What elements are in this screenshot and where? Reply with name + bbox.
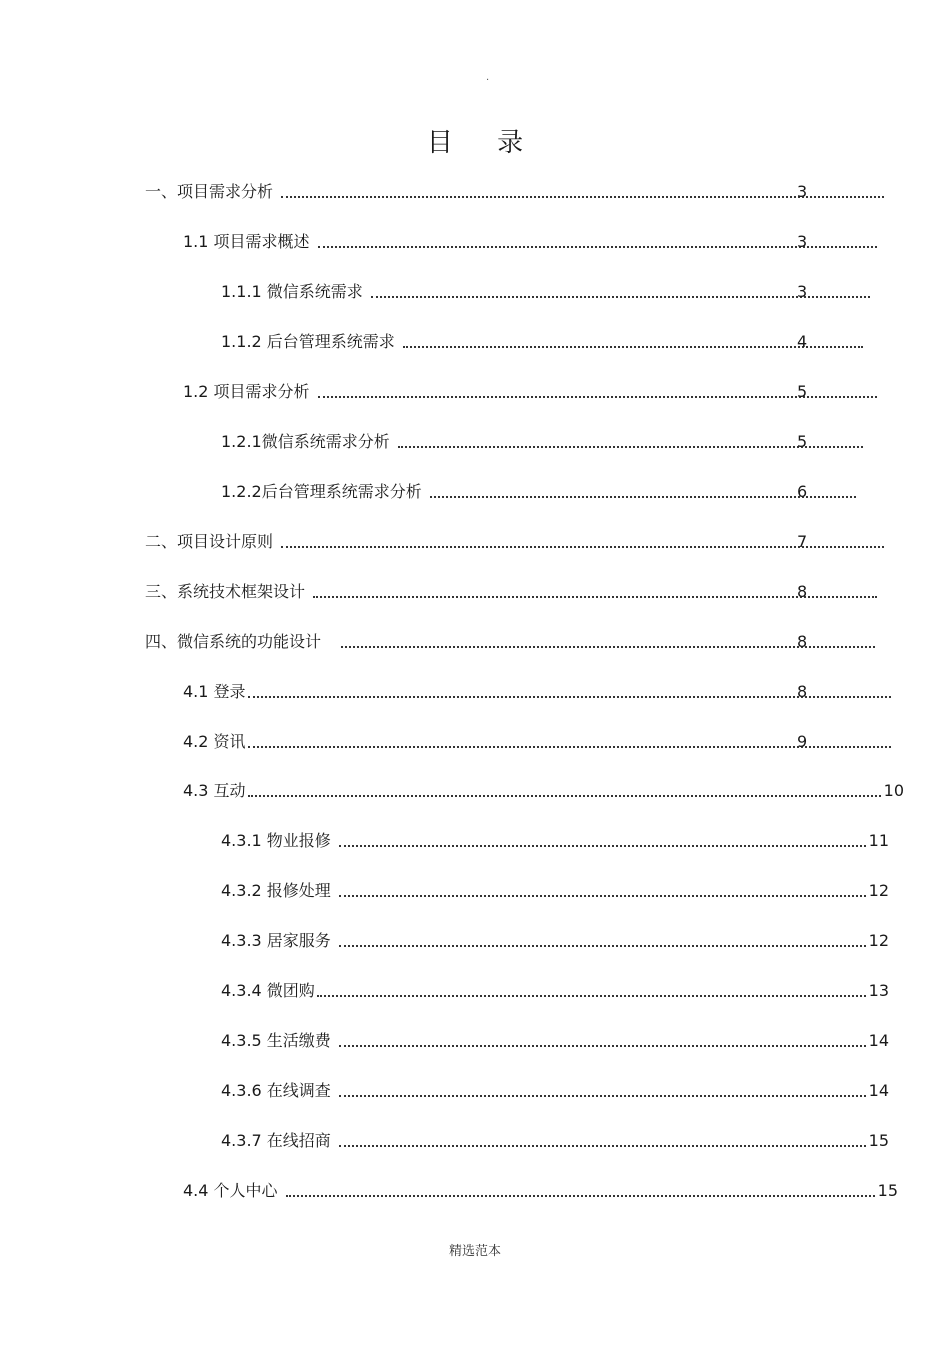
toc-leader [398, 446, 863, 448]
toc-entry-page: 11 [868, 831, 889, 850]
toc-entry[interactable] [183, 730, 894, 754]
toc-entry-label: 1.1 项目需求概述 [183, 232, 310, 251]
toc-entry-page: 15 [877, 1181, 898, 1200]
toc-entry-page: 5 [797, 382, 808, 401]
toc-leader [281, 546, 884, 548]
toc-entry-label: 4.3.3 居家服务 [221, 931, 331, 950]
toc-leader [248, 746, 891, 748]
toc-entry-page: 6 [797, 482, 808, 501]
toc-entry-label: 4.3.6 在线调查 [221, 1081, 331, 1100]
toc-entry-label: 1.2.2后台管理系统需求分析 [221, 482, 422, 501]
toc-entry-label: 1.2.1微信系统需求分析 [221, 432, 390, 451]
toc-leader [341, 646, 875, 648]
toc-entry-page: 8 [797, 682, 808, 701]
toc-entry-label: 4.1 登录 [183, 682, 246, 701]
toc-entry-page: 8 [797, 582, 808, 601]
toc-entry[interactable] [221, 430, 866, 454]
toc-entry-label: 四、微信系统的功能设计 [145, 632, 322, 651]
toc-leader [313, 596, 877, 598]
toc-entry-label: 4.3.4 微团购 [221, 981, 315, 1000]
toc-entry-page: 7 [797, 532, 808, 551]
toc-leader [248, 696, 891, 698]
toc-entry-page: 15 [868, 1131, 889, 1150]
toc-entry-page: 8 [797, 632, 808, 651]
toc-entry[interactable] [145, 530, 887, 554]
toc-entry[interactable] [221, 829, 889, 853]
toc-entry-page: 14 [868, 1031, 889, 1050]
toc-entry-page: 5 [797, 432, 808, 451]
toc-entry[interactable] [221, 979, 889, 1003]
toc-entry[interactable] [221, 1079, 889, 1103]
toc-entry-page: 12 [868, 881, 889, 900]
toc-entry[interactable] [221, 879, 889, 903]
toc-entry[interactable] [183, 779, 904, 803]
toc-leader [430, 496, 856, 498]
toc-leader [318, 396, 877, 398]
toc-entry-label: 4.4 个人中心 [183, 1181, 278, 1200]
toc-entry[interactable] [221, 929, 889, 953]
toc-entry[interactable] [183, 380, 880, 404]
toc-entry-page: 12 [868, 931, 889, 950]
toc-entry-label: 4.3.2 报修处理 [221, 881, 331, 900]
toc-entry-page: 10 [883, 781, 904, 800]
toc-entry-label: 4.3.7 在线招商 [221, 1131, 331, 1150]
toc-leader [339, 845, 866, 847]
toc-entry[interactable] [221, 480, 859, 504]
toc-entry-page: 3 [797, 232, 808, 251]
toc-leader [403, 346, 863, 348]
toc-entry[interactable] [145, 580, 880, 604]
toc-entry[interactable] [183, 230, 880, 254]
toc-entry-page: 4 [797, 332, 808, 351]
toc-entry[interactable] [221, 1129, 889, 1153]
toc-entry-label: 三、系统技术框架设计 [145, 582, 306, 601]
header-mark: . [486, 72, 490, 83]
toc-leader [339, 1095, 866, 1097]
toc-entry-page: 9 [797, 732, 808, 751]
toc-entry-label: 4.3.5 生活缴费 [221, 1031, 331, 1050]
page-title: 目 录 [426, 128, 542, 158]
toc-leader [248, 795, 881, 797]
page-footer: 精选范本 [448, 1244, 501, 1259]
toc-entry-page: 3 [797, 282, 808, 301]
toc-entry-label: 1.2 项目需求分析 [183, 382, 310, 401]
toc-entry-label: 一、项目需求分析 [145, 182, 274, 201]
toc-entry-label: 4.3.1 物业报修 [221, 831, 331, 850]
toc-leader [339, 895, 866, 897]
toc-entry[interactable] [145, 180, 887, 204]
toc-entry-label: 4.3 互动 [183, 781, 246, 800]
toc-leader [339, 1145, 866, 1147]
toc-leader [339, 945, 866, 947]
toc-entry-page: 13 [868, 981, 889, 1000]
toc-leader [339, 1045, 866, 1047]
toc-entry[interactable] [183, 680, 894, 704]
toc-entry[interactable] [183, 1179, 898, 1203]
toc-entry-label: 4.2 资讯 [183, 732, 246, 751]
toc-entry[interactable] [221, 330, 866, 354]
toc-entry[interactable] [145, 630, 878, 654]
toc-leader [371, 296, 870, 298]
toc-entry[interactable] [221, 1029, 889, 1053]
toc-leader [281, 196, 884, 198]
toc-entry[interactable] [221, 280, 873, 304]
toc-leader [286, 1195, 875, 1197]
toc-entry-page: 14 [868, 1081, 889, 1100]
toc-leader [317, 995, 866, 997]
toc-entry-label: 1.1.1 微信系统需求 [221, 282, 363, 301]
toc-entry-page: 3 [797, 182, 808, 201]
toc-leader [318, 246, 877, 248]
toc-entry-label: 二、项目设计原则 [145, 532, 274, 551]
toc-entry-label: 1.1.2 后台管理系统需求 [221, 332, 395, 351]
